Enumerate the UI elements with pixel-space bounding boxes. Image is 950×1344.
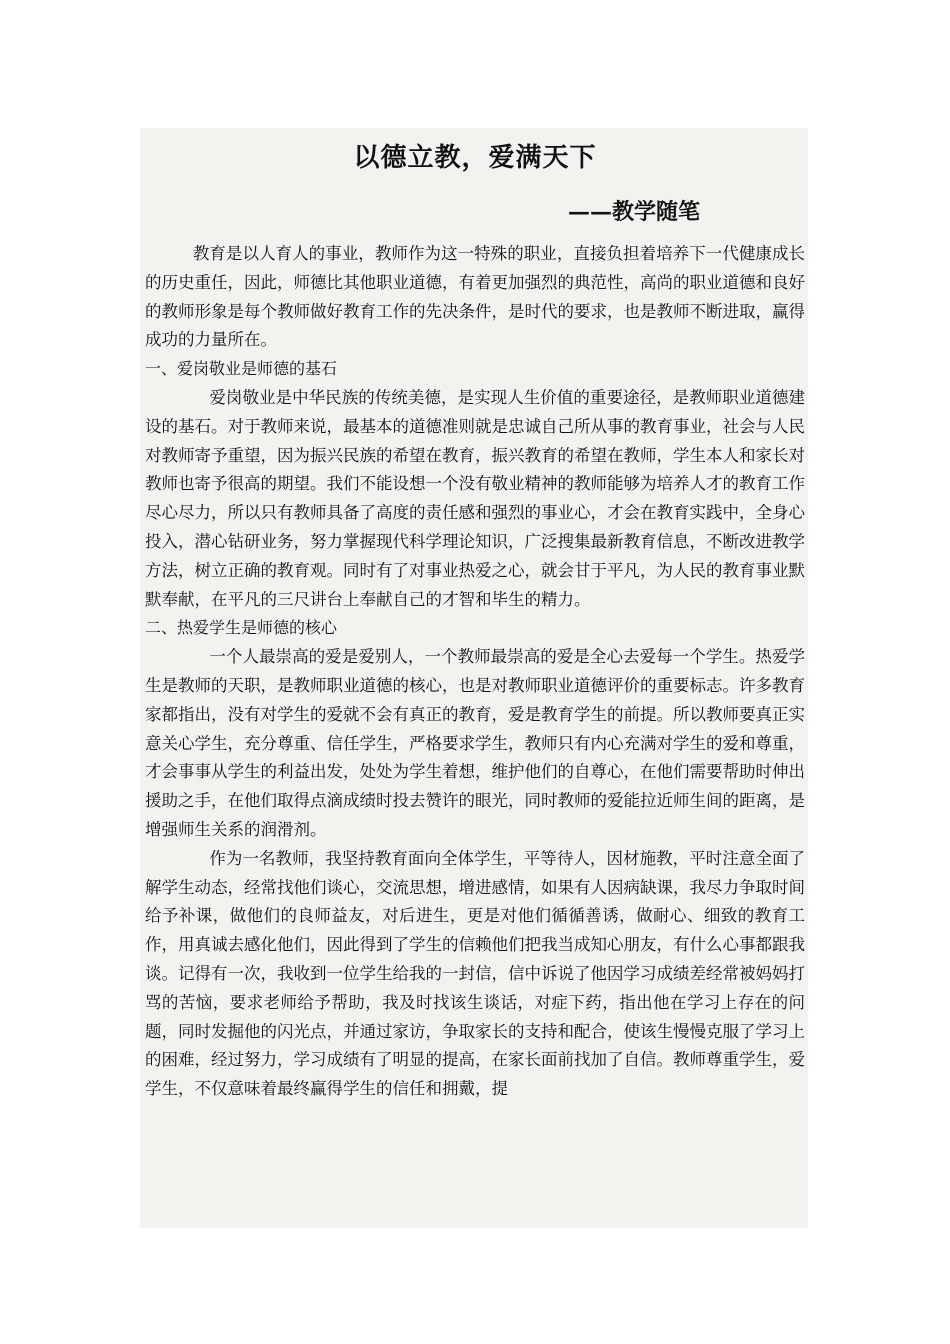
- section-heading-1: 一、爱岗敬业是师德的基石: [145, 359, 338, 379]
- document-subtitle: ——教学随笔: [568, 199, 701, 225]
- document-body: [145, 240, 805, 1104]
- section-2-paragraph-2: 作为一名教师，我坚持教育面向全体学生，平等待人，因材施教，平时注意全面了解学生动态，经常找他们谈心，交流思想，增进感情，如果有人因病缺课，我尽力争取时间给予补课，做他们的良师益友，对后进生，更是对他们循循善诱，做耐心、细致的教育工作，用真诚去感化他们，因此得到了学生的信赖他们把我当成知心朋友，有什么心事都跟我谈。记得有一次，我收到一位学生给我的一封信，信中诉说了他因学习成绩差经常被妈妈打骂的苦恼，要求老师给予帮助，我及时找该生谈话，对症下药，指出他在学习上存在的问题，同时发掘他的闪光点，并通过家访，争取家长的支持和配合，使该生慢慢克服了学习上的困难，经过努力，学习成绩有了明显的提高，在家长面前找加了自信。教师尊重学生，爱学生，不仅意味着最终赢得学生的信任和拥戴，提: [145, 848, 805, 1099]
- section-2-paragraph-1: 一个人最崇高的爱是爱别人，一个教师最崇高的爱是全心去爱每一个学生。热爱学生是教师的天职，是教师职业道德的核心，也是对教师职业道德评价的重要标志。许多教育家都指出，没有对学生的爱就不会有真正的教育，爱是教育学生的前提。所以教师要真正实意关心学生，充分尊重、信任学生，严格要求学生，教师只有内心充满对学生的爱和尊重，才会事事从学生的利益出发，处处为学生着想，维护他们的自尊心，在他们需要帮助时伸出援助之手，在他们取得点滴成绩时投去赞许的眼光，同时教师的爱能拉近师生间的距离，是增强师生关系的润滑剂。: [145, 647, 805, 839]
- section-heading-2: 二、热爱学生是师德的核心: [145, 618, 338, 638]
- section-1-paragraph: 爱岗敬业是中华民族的传统美德，是实现人生价值的重要途径，是教师职业道德建设的基石。对于教师来说，最基本的道德准则就是忠诚自己所从事的教育事业，社会与人民对教师寄予重望，因为振兴民族的希望在教育，振兴教育的希望在教师，学生本人和家长对教师也寄予很高的期望。我们不能设想一个没有敬业精神的教师能够为培养人才的教育工作尽心尽力，所以只有教师具备了高度的责任感和强烈的事业心，才会在教育实践中，全身心投入，潜心钻研业务，努力掌握现代科学理论知识，广泛搜集最新教育信息，不断改进教学方法，树立正确的教育观。同时有了对事业热爱之心，就会甘于平凡，为人民的教育事业默默奉献，在平凡的三尺讲台上奉献自己的才智和毕生的精力。: [145, 387, 805, 609]
- intro-paragraph: 教育是以人育人的事业，教师作为这一特殊的职业，直接负担着培养下一代健康成长的历史重任，因此，师德比其他职业道德，有着更加强烈的典范性，高尚的职业道德和良好的教师形象是每个教师做好教育工作的先决条件，是时代的要求，也是教师不断进取，赢得成功的力量所在。: [145, 244, 805, 350]
- document-title: 以德立教，爱满天下: [353, 143, 597, 173]
